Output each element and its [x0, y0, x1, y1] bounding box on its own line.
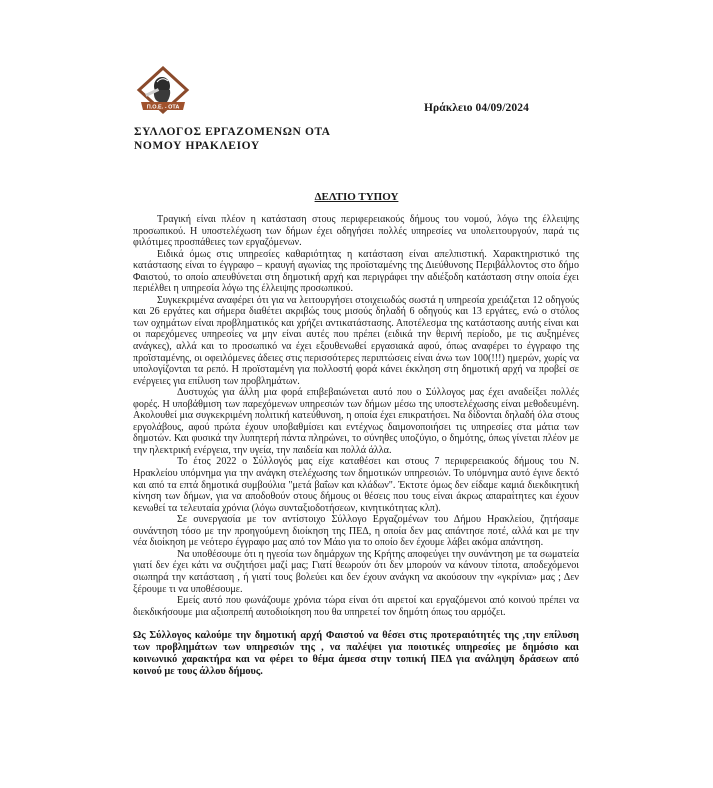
union-logo: [135, 66, 191, 118]
paragraph-8: Εμείς αυτό που φωνάζουμε χρόνια τώρα είναι ότι αιρετοί και εργαζόμενοι από κοινού πρέπει να διεκδικήσουμε μια αξιοπρεπή αυτοδιοίκηση που θα υπηρετεί τον δημότη όπως του αρμόζει.: [133, 595, 579, 618]
document-title: ΔΕΛΤΙΟ ΤΥΠΟΥ: [314, 191, 399, 203]
closing-call-to-action: Ως Σύλλογος καλούμε την δημοτική αρχή Φαιστού να θέσει στις προτεραιότητές της ,την επίλυση των προβλημάτων των υπηρεσιών της , να παλέψει για ποιοτικές υπηρεσίες με δημόσιο και κοινωνικό χαρακτήρα και να φέρει το θέμα άμεσα στην τοπική ΠΕΔ για ανάληψη δράσεων από κοινού με τους άλλου δήμους.: [133, 630, 579, 677]
document-date: Ηράκλειο 04/09/2024: [424, 102, 529, 114]
paragraph-7: Να υποθέσουμε ότι η ηγεσία των δημάρχων της Κρήτης αποφεύγει την συνάντηση με τα σωματεία γιατί δεν έχει κάτι να συζητήσει μαζί μας; Γιατί θεωρούν ότι δεν μπορούν να κάνουν τίποτα, αποδεχόμενοι σιωπηρά την κατάσταση , ή γιατί τους βολεύει και δεν έχουν ανάγκη να ακούσουν την «γκρίνια» μας ; Δεν ξέρουμε τι να υποθέσουμε.: [133, 548, 579, 595]
organization-name: [134, 125, 331, 153]
organization-name-line1: ΣΥΛΛΟΓΟΣ ΕΡΓΑΖΟΜΕΝΩΝ ΟΤΑ: [134, 126, 331, 138]
organization-name-line2: ΝΟΜΟΥ ΗΡΑΚΛΕΙΟΥ: [134, 140, 260, 152]
svg-text:Π.Ο.Ε. - ΟΤΑ: Π.Ο.Ε. - ΟΤΑ: [146, 104, 180, 111]
document-body: [133, 214, 579, 677]
paragraph-2: Ειδικά όμως στις υπηρεσίες καθαριότητας η κατάσταση είναι απελπιστική. Χαρακτηριστικό της κατάστασης είναι το έγγραφο – κραυγή αγωνίας της προϊσταμένης της Διεύθυνσης Περιβάλλοντος στο δήμο Φαιστού, το οποίο απευθύνεται στη δημοτική αρχή και περιγράφει την αδιέξοδη κατάσταση στην οποία έχει περιέλθει η υπηρεσία λόγω της έλλειψης προσωπικού.: [133, 248, 579, 295]
paragraph-6: Σε συνεργασία με τον αντίστοιχο Σύλλογο Εργαζομένων του Δήμου Ηρακλείου, ζητήσαμε συνάντηση τόσο με την προηγούμενη διοίκηση της ΠΕΔ, η οποία δεν μας απάντησε ποτέ, αλλά και με την νέα διοίκηση με νεότερο έγγραφο μας από τον Μάιο για το οποίο δεν έχουμε λάβει ακόμα απάντηση.: [133, 514, 579, 549]
paragraph-3: Συγκεκριμένα αναφέρει ότι για να λειτουργήσει στοιχειωδώς σωστά η υπηρεσία χρειάζεται 12 οδηγούς και 26 εργάτες και σήμερα διαθέτει ακριβώς τους μισούς δηλαδή 6 οδηγούς και 13 εργάτες, ενώ ο στόλος των οχημάτων είναι προβληματικός και χρήζει αντικατάστασης. Αποτέλεσμα της κατάστασης αυτής είναι και οι παρεχόμενες υπηρεσίες να μην είναι αυτές που πρέπει (ειδικά την θερινή περίοδο, με τις αυξημένες ανάγκες), αλλά και το προσωπικό να έχει εξουθενωθεί εργασιακά αφού, όπως αναφέρει το έγγραφο της προϊσταμένης, οι οφειλόμενες άδειες στις περισσότερες περιπτώσεις είναι άνω των 100(!!!) ημερών, χωρίς να υπολογίζονται τα ρεπό. Η προϊσταμένη για πολλοστή φορά κάνει έκκληση στη δημοτική αρχή να προβεί σε ενέργειες για επίλυση των προβλημάτων.: [133, 294, 579, 387]
paragraph-5: Το έτος 2022 ο Σύλλογός μας είχε καταθέσει και στους 7 περιφερειακούς δήμους του Ν. Ηρακλείου υπόμνημα για την ανάγκη στελέχωσης των δημοτικών υπηρεσιών. Το υπόμνημα αυτό έγινε δεκτό και από τα επτά δημοτικά συμβούλια "μετά βαΐων και κλάδων". Έκτοτε όμως δεν είδαμε καμιά διεκδικητική κίνηση των δήμων, για να αποδοθούν στους δήμους οι θέσεις που τους είναι άκρως απαραίτητες και έχουν κενωθεί τα τελευταία χρόνια (λόγω συνταξιοδοτήσεων, κινητικότητας κλπ).: [133, 456, 579, 514]
paragraph-4: Δυστυχώς για άλλη μια φορά επιβεβαιώνεται αυτό που ο Σύλλογος μας έχει αναδείξει πολλές φορές. Η υποβάθμιση των παρεχόμενων υπηρεσιών των δήμων μέσω της υποστελέχωσης είναι μεθοδευμένη. Ακολουθεί μια συγκεκριμένη πολιτική κατεύθυνση, η οποία έχει επικρατήσει. Να δίδονται δηλαδή όλα στους εργολάβους, αφού πρώτα έχουν υποβαθμίσει και εντέχνως δαιμονοποιήσει τις υπηρεσίες στα μάτια των δημοτών. Και φυσικά την λυπητερή πάντα πληρώνει, το σύνηθες υποζύγιο, ο δημότης, όπως γίνεται πλέον με την ηλεκτρική ενέργεια, την υγεία, την παιδεία και πολλά άλλα.: [133, 387, 579, 456]
union-emblem-icon: [135, 66, 191, 118]
paragraph-1: Τραγική είναι πλέον η κατάσταση στους περιφερειακούς δήμους του νομού, λόγω της έλλειψης προσωπικού. Η υποστελέχωση των δήμων έχει οδηγήσει πολλές υπηρεσίες να υπολειτουργούν, παρά τις φιλότιμες προσπάθειες των εργαζόμενων.: [133, 214, 579, 249]
